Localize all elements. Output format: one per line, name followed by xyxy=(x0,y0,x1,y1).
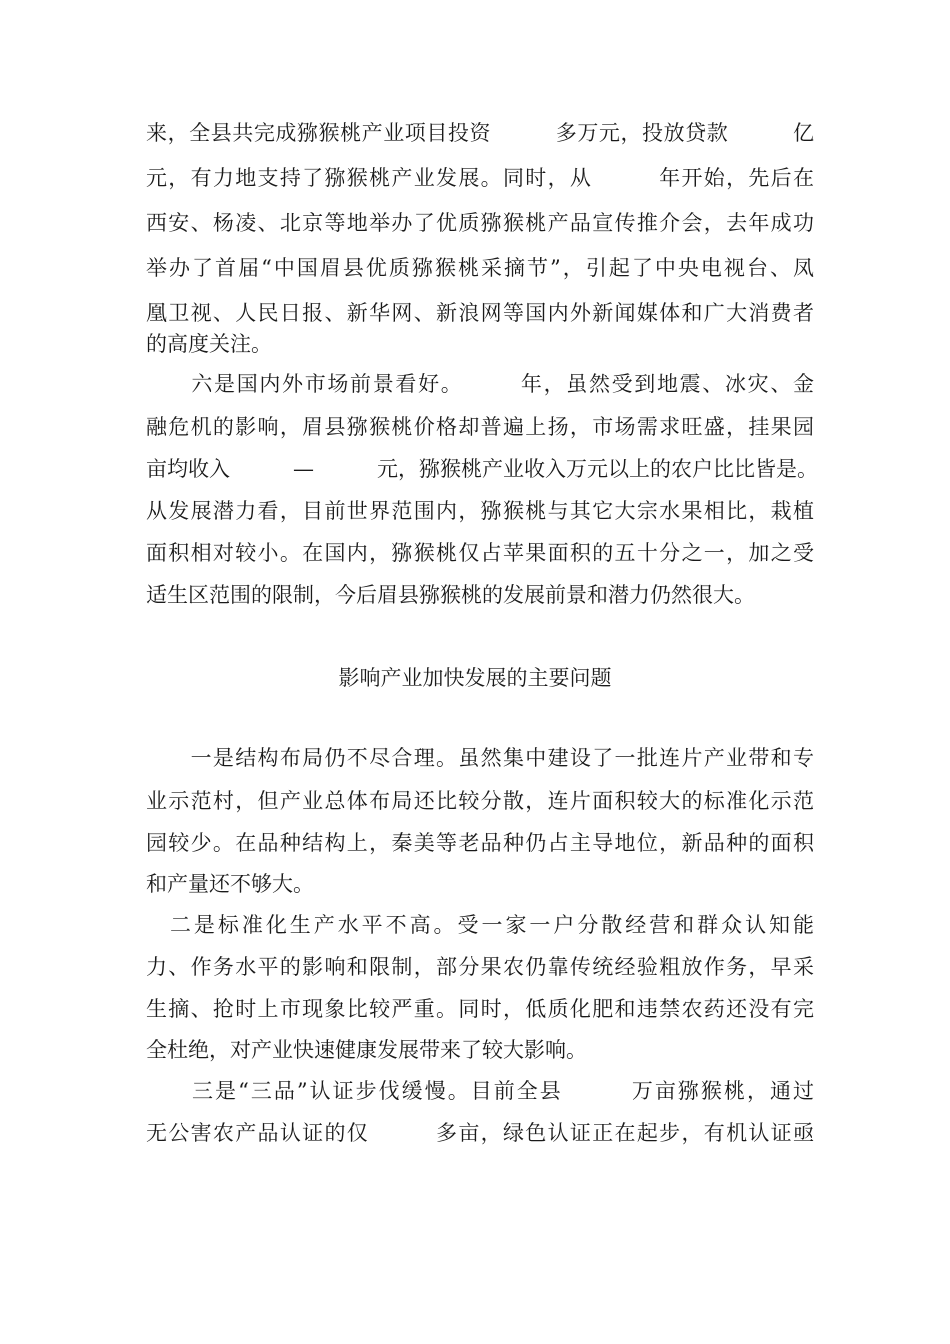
text-line: 西安、杨凌、北京等地举办了优质猕猴桃产品宣传推介会，去年成功 xyxy=(146,211,814,235)
text-line: 园较少。在品种结构上，秦美等老品种仍占主导地位，新品种的面积 xyxy=(146,831,814,855)
text-line: 适生区范围的限制，今后眉县猕猴桃的发展前景和潜力仍然很大。 xyxy=(146,583,755,607)
text-line: 举办了首届“中国眉县优质猕猴桃采摘节”，引起了中央电视台、凤 xyxy=(146,256,814,280)
text-line: 元，有力地支持了猕猴桃产业发展。同时，从 年开始，先后在 xyxy=(146,166,814,190)
text-line: 和产量还不够大。 xyxy=(146,872,314,896)
text-line: 亩均收入 — 元，猕猴桃产业收入万元以上的农户比比皆是。 xyxy=(146,457,818,481)
text-line: 力、作务水平的影响和限制，部分果农仍靠传统经验粗放作务，早采 xyxy=(146,955,814,979)
text-line: 无公害农产品认证的仅 多亩，绿色认证正在起步，有机认证亟 xyxy=(146,1121,814,1145)
section-heading: 影响产业加快发展的主要问题 xyxy=(338,666,612,690)
text-line: 业示范村，但产业总体布局还比较分散，连片面积较大的标准化示范 xyxy=(146,789,814,813)
text-line: 凰卫视、人民日报、新华网、新浪网等国内外新闻媒体和广大消费者 xyxy=(146,301,814,325)
text-line: 三是“三品”认证步伐缓慢。目前全县 万亩猕猴桃，通过 xyxy=(146,1079,814,1103)
text-line: 六是国内外市场前景看好。 年，虽然受到地震、冰灾、金 xyxy=(146,372,814,396)
text-line: 一是结构布局仍不尽合理。虽然集中建设了一批连片产业带和专 xyxy=(146,746,814,770)
text-line: 来，全县共完成猕猴桃产业项目投资 多万元，投放贷款 亿 xyxy=(146,121,814,145)
text-line: 融危机的影响，眉县猕猴桃价格却普遍上扬，市场需求旺盛，挂果园 xyxy=(146,415,814,439)
text-line: 生摘、抢时上市现象比较严重。同时，低质化肥和违禁农药还没有完 xyxy=(146,997,814,1021)
text-line: 从发展潜力看，目前世界范围内，猕猴桃与其它大宗水果相比，栽植 xyxy=(146,499,814,523)
text-line: 全杜绝，对产业快速健康发展带来了较大影响。 xyxy=(146,1038,587,1062)
text-line: 的高度关注。 xyxy=(146,332,272,356)
text-line: 二是标准化生产水平不高。受一家一户分散经营和群众认知能 xyxy=(146,913,814,937)
text-line: 面积相对较小。在国内，猕猴桃仅占苹果面积的五十分之一，加之受 xyxy=(146,541,814,565)
